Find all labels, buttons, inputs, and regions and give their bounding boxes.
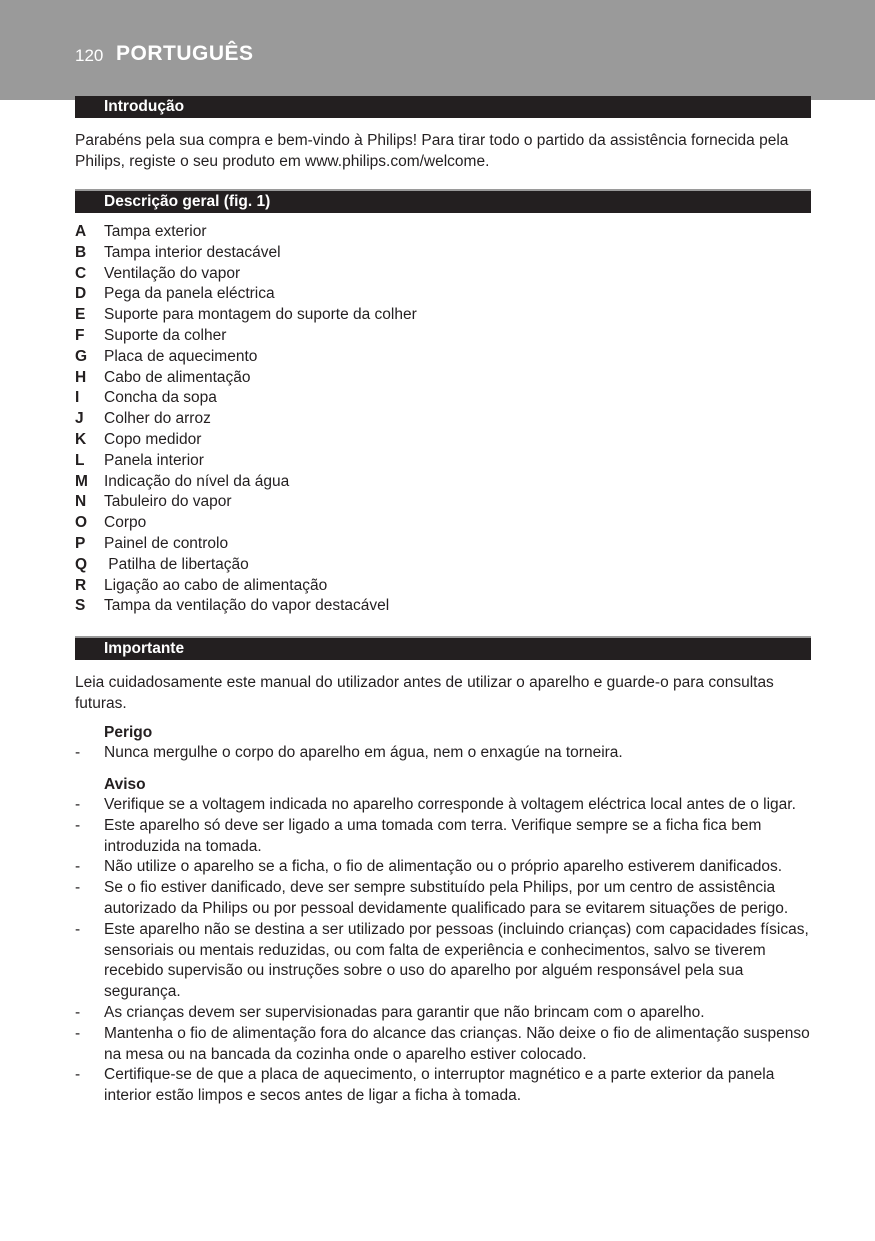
item-text: Certifique-se de que a placa de aquecimento, o interruptor magnético e a parte exterior da panela interior estão limpos e secos antes de ligar a ficha à tomada. [104,1066,775,1105]
warning-heading: Aviso [104,776,146,793]
list-item [75,743,815,764]
list-item [75,555,417,576]
item-label: Concha da sopa [104,389,217,407]
list-item [75,326,417,347]
danger-list [75,743,815,764]
list-item [75,284,417,305]
parts-list [75,222,417,617]
section-bar-intro [75,94,811,118]
item-label: Tampa exterior [104,223,207,240]
list-item [75,1065,815,1107]
item-letter: H [75,368,87,386]
dash-icon: - [75,858,81,876]
list-item [75,222,417,243]
list-item [75,451,417,472]
item-letter: O [75,514,88,532]
item-letter: E [75,306,86,324]
dash-icon: - [75,816,81,834]
list-item [75,430,417,451]
item-letter: M [75,472,88,490]
list-item [75,816,815,858]
item-text: Verifique se a voltagem indicada no aparelho corresponde à voltagem eléctrica local antes de o ligar. [104,796,796,813]
item-letter: N [75,493,87,511]
item-label: Patilha de libertação [104,555,249,573]
item-letter: C [75,264,87,282]
item-text: Este aparelho não se destina a ser utilizado por pessoas (incluindo crianças) com capacidades físicas, sensoriais ou mentais reduzidas, ou com falta de experiência e conhecimentos, salvo se tiverem recebido supervisão ou instruções sobre o uso do aparelho por alguém responsável pela sua segurança. [104,920,809,1001]
item-label: Cabo de alimentação [104,368,251,386]
language-title: PORTUGUÊS [116,42,254,65]
list-item [75,388,417,409]
item-label: Pega da panela eléctrica [104,285,275,303]
item-letter: P [75,534,86,552]
section-title-important: Importante [104,640,185,657]
list-item [75,409,417,430]
item-label: Suporte da colher [104,326,227,344]
section-bar-important [75,636,811,660]
page-number: 120 [75,46,104,65]
item-text: As crianças devem ser supervisionadas para garantir que não brincam com o aparelho. [104,1003,705,1021]
list-item [75,596,417,617]
section-bar-overview [75,189,811,213]
list-item [75,492,417,513]
item-label: Tampa da ventilação do vapor destacável [104,597,390,615]
list-item [75,795,815,816]
list-item [75,264,417,285]
list-item [75,243,417,264]
page-header [0,0,875,100]
item-label: Panela interior [104,451,204,469]
danger-heading: Perigo [104,724,153,741]
item-letter: L [75,451,85,469]
item-letter: A [75,223,87,240]
section-title-intro: Introdução [104,98,185,115]
list-item [75,1024,815,1066]
dash-icon: - [75,796,81,813]
item-label: Tabuleiro do vapor [104,493,232,511]
item-letter: F [75,326,85,344]
item-letter: G [75,347,88,365]
item-label: Corpo [104,514,147,532]
list-item [75,857,815,878]
list-item [75,368,417,389]
item-label: Tampa interior destacável [104,243,281,261]
item-label: Colher do arroz [104,410,211,428]
important-paragraph: Leia cuidadosamente este manual do utilizador antes de utilizar o aparelho e guarde-o para consultas futuras. [75,674,774,712]
list-item [75,576,417,597]
intro-paragraph: Parabéns pela sua compra e bem-vindo à Philips! Para tirar todo o partido da assistência fornecida pela Philips, registe o seu produto em www.philips.com/welcome. [75,132,789,170]
item-text: Não utilize o aparelho se a ficha, o fio de alimentação ou o próprio aparelho estiverem danificados. [104,858,783,876]
item-label: Ligação ao cabo de alimentação [104,576,328,594]
list-item [75,920,815,1003]
list-item [75,472,417,493]
dash-icon: - [75,1066,81,1084]
item-letter: I [75,389,80,407]
item-text: Nunca mergulhe o corpo do aparelho em água, nem o enxagúe na torneira. [104,744,623,761]
item-letter: R [75,576,87,594]
item-label: Ventilação do vapor [104,264,241,282]
item-text: Se o fio estiver danificado, deve ser sempre substituído pela Philips, por um centro de assistência autorizado da Philips ou por pessoal devidamente qualificado para se evitarem situações de perigo. [104,879,789,917]
item-letter: J [75,410,84,428]
dash-icon: - [75,1024,81,1042]
item-letter: S [75,597,86,615]
list-item [75,878,815,920]
item-text: Mantenha o fio de alimentação fora do alcance das crianças. Não deixe o fio de alimentação suspenso na mesa ou na bancada da cozinha onde o aparelho estiver colocado. [104,1024,810,1063]
item-label: Copo medidor [104,430,202,448]
list-item [75,347,417,368]
list-item [75,534,417,555]
dash-icon: - [75,920,81,938]
item-letter: Q [75,555,88,573]
item-label: Indicação do nível da água [104,472,290,490]
item-label: Placa de aquecimento [104,347,258,365]
item-letter: D [75,285,87,303]
section-title-overview: Descrição geral (fig. 1) [104,193,271,210]
item-letter: K [75,430,87,448]
item-letter: B [75,243,87,261]
list-item [75,305,417,326]
dash-icon: - [75,1003,81,1021]
item-label: Painel de controlo [104,534,229,552]
dash-icon: - [75,879,81,897]
list-item [75,1003,815,1024]
item-text: Este aparelho só deve ser ligado a uma tomada com terra. Verifique sempre se a ficha fica bem introduzida na tomada. [104,816,762,855]
dash-icon: - [75,744,81,761]
warning-list [75,795,815,1107]
list-item [75,513,417,534]
item-label: Suporte para montagem do suporte da colher [104,306,417,324]
